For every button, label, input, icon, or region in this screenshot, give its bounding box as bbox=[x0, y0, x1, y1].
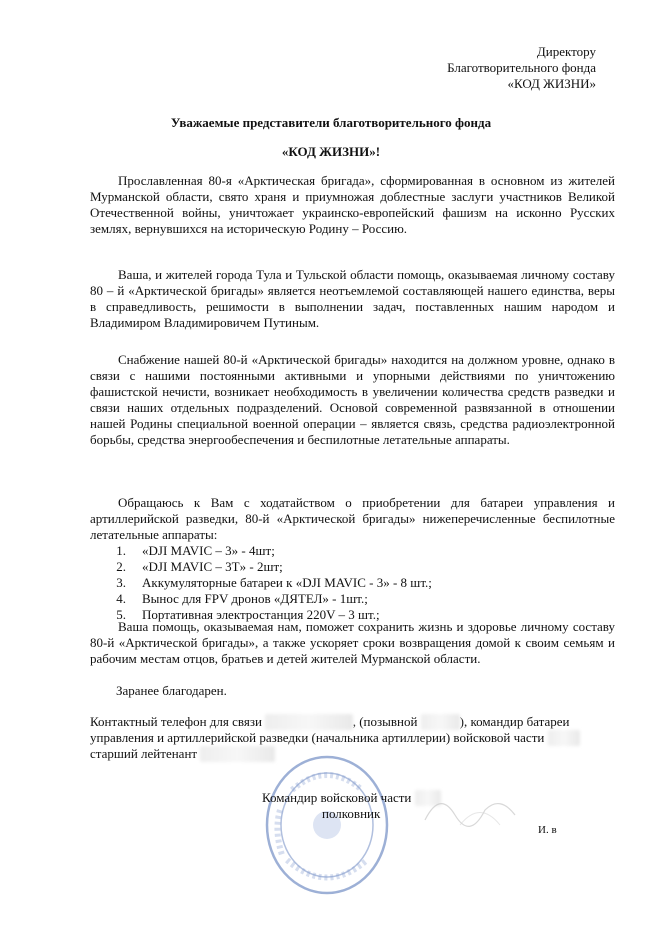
list-item-text: Портативная электростанция 220V – 3 шт.; bbox=[142, 607, 380, 622]
signer-initials: И. в bbox=[538, 824, 557, 836]
addressee-block bbox=[396, 44, 596, 92]
addressee-organization: Благотворительного фонда bbox=[447, 60, 596, 75]
list-item bbox=[90, 559, 615, 575]
request-list bbox=[90, 543, 615, 623]
signer-rank: полковник bbox=[322, 806, 381, 821]
list-item bbox=[90, 591, 615, 607]
contact-line-1 bbox=[90, 714, 620, 730]
paragraph-1: Прославленная 80-я «Арктическая бригада», сформированная в основном из жителей Мурманской области, свято храня и приумножая доблестные заслуги участников Великой Отечественной войны, уничтожает украинско-европейский фашизм на исконно Русских землях, вернувшихся на историческую Родину – Россию. bbox=[90, 173, 615, 236]
salutation-fund-name: «КОД ЖИЗНИ»! bbox=[281, 144, 381, 159]
request-section bbox=[90, 495, 615, 623]
list-item-number: 3. bbox=[116, 575, 126, 590]
redacted-callsign bbox=[421, 714, 460, 730]
list-item-number: 2. bbox=[116, 559, 126, 574]
list-item bbox=[90, 575, 615, 591]
redacted-phone bbox=[265, 714, 353, 730]
addressee-position: Директору bbox=[536, 44, 596, 59]
signature-block bbox=[262, 790, 441, 822]
redacted-unit-number bbox=[548, 730, 581, 746]
contact-phone-label: Контактный телефон для связи bbox=[90, 714, 262, 729]
official-seal-stamp bbox=[262, 750, 392, 900]
handwritten-signature bbox=[420, 780, 540, 840]
salutation bbox=[90, 115, 572, 160]
closing-thanks: Заранее благодарен. bbox=[116, 683, 227, 698]
list-item-number: 4. bbox=[116, 591, 126, 606]
contact-rank: старший лейтенант bbox=[90, 746, 198, 761]
list-item-text: Аккумуляторные батареи к «DJI MAVIC - 3» - 8 шт.; bbox=[142, 575, 432, 590]
list-item-number: 5. bbox=[116, 607, 126, 622]
list-item-number: 1. bbox=[116, 543, 126, 558]
signer-position: Командир войсковой части bbox=[262, 790, 441, 806]
contact-role: ), командир батареи bbox=[459, 714, 570, 729]
contact-line-2 bbox=[90, 730, 620, 746]
paragraph-4: Обращаюсь к Вам с ходатайством о приобретении для батареи управления и артиллерийской разведки, 80-й «Арктической бригады» нижеперечисленные беспилотные летательные аппараты: bbox=[90, 495, 615, 542]
list-item-text: «DJI MAVIC – 3T» - 2шт; bbox=[142, 559, 283, 574]
paragraph-2: Ваша, и жителей города Тула и Тульской области помощь, оказываемая личному составу 80 – й «Арктической бригады» является неотъемлемой составляющей нашего единства, веры в справедливость, решимости в выполнении задач, поставленных нашим народом и Владимиром Владимировичем Путиным. bbox=[90, 267, 615, 330]
list-item-text: Вынос для FPV дронов «ДЯТЕЛ» - 1шт.; bbox=[142, 591, 368, 606]
paragraph-5: Ваша помощь, оказываемая нам, поможет сохранить жизнь и здоровье личному составу 80-й «Арктической бригады», а также ускоряет сроки возвращения домой к своим семьям и рабочим местам отцов, братьев и детей жителей Мурманской области. bbox=[90, 619, 615, 666]
contact-unit: управления и артиллерийской разведки (начальника артиллерии) войсковой части bbox=[90, 730, 545, 745]
contact-callsign-label: , (позывной bbox=[352, 714, 418, 729]
addressee-fund-name: «КОД ЖИЗНИ» bbox=[507, 76, 596, 91]
list-item bbox=[90, 543, 615, 559]
salutation-line: Уважаемые представители благотворительного фонда bbox=[170, 115, 492, 130]
paragraph-3: Снабжение нашей 80-й «Арктической бригады» находится на должном уровне, однако в связи с нашими постоянными активными и упорными действиями по уничтожению фашистской нечисти, возникает необходимость в увеличении количества средств разведки и связи наших отдельных подразделений. Основой современной развязанной в отношении нашей Родины специальной военной операции – является связь, средства радиоэлектронной борьбы, средства энергообеспечения и беспилотные летательные аппараты. bbox=[90, 352, 615, 447]
list-item-text: «DJI MAVIC – 3» - 4шт; bbox=[142, 543, 275, 558]
